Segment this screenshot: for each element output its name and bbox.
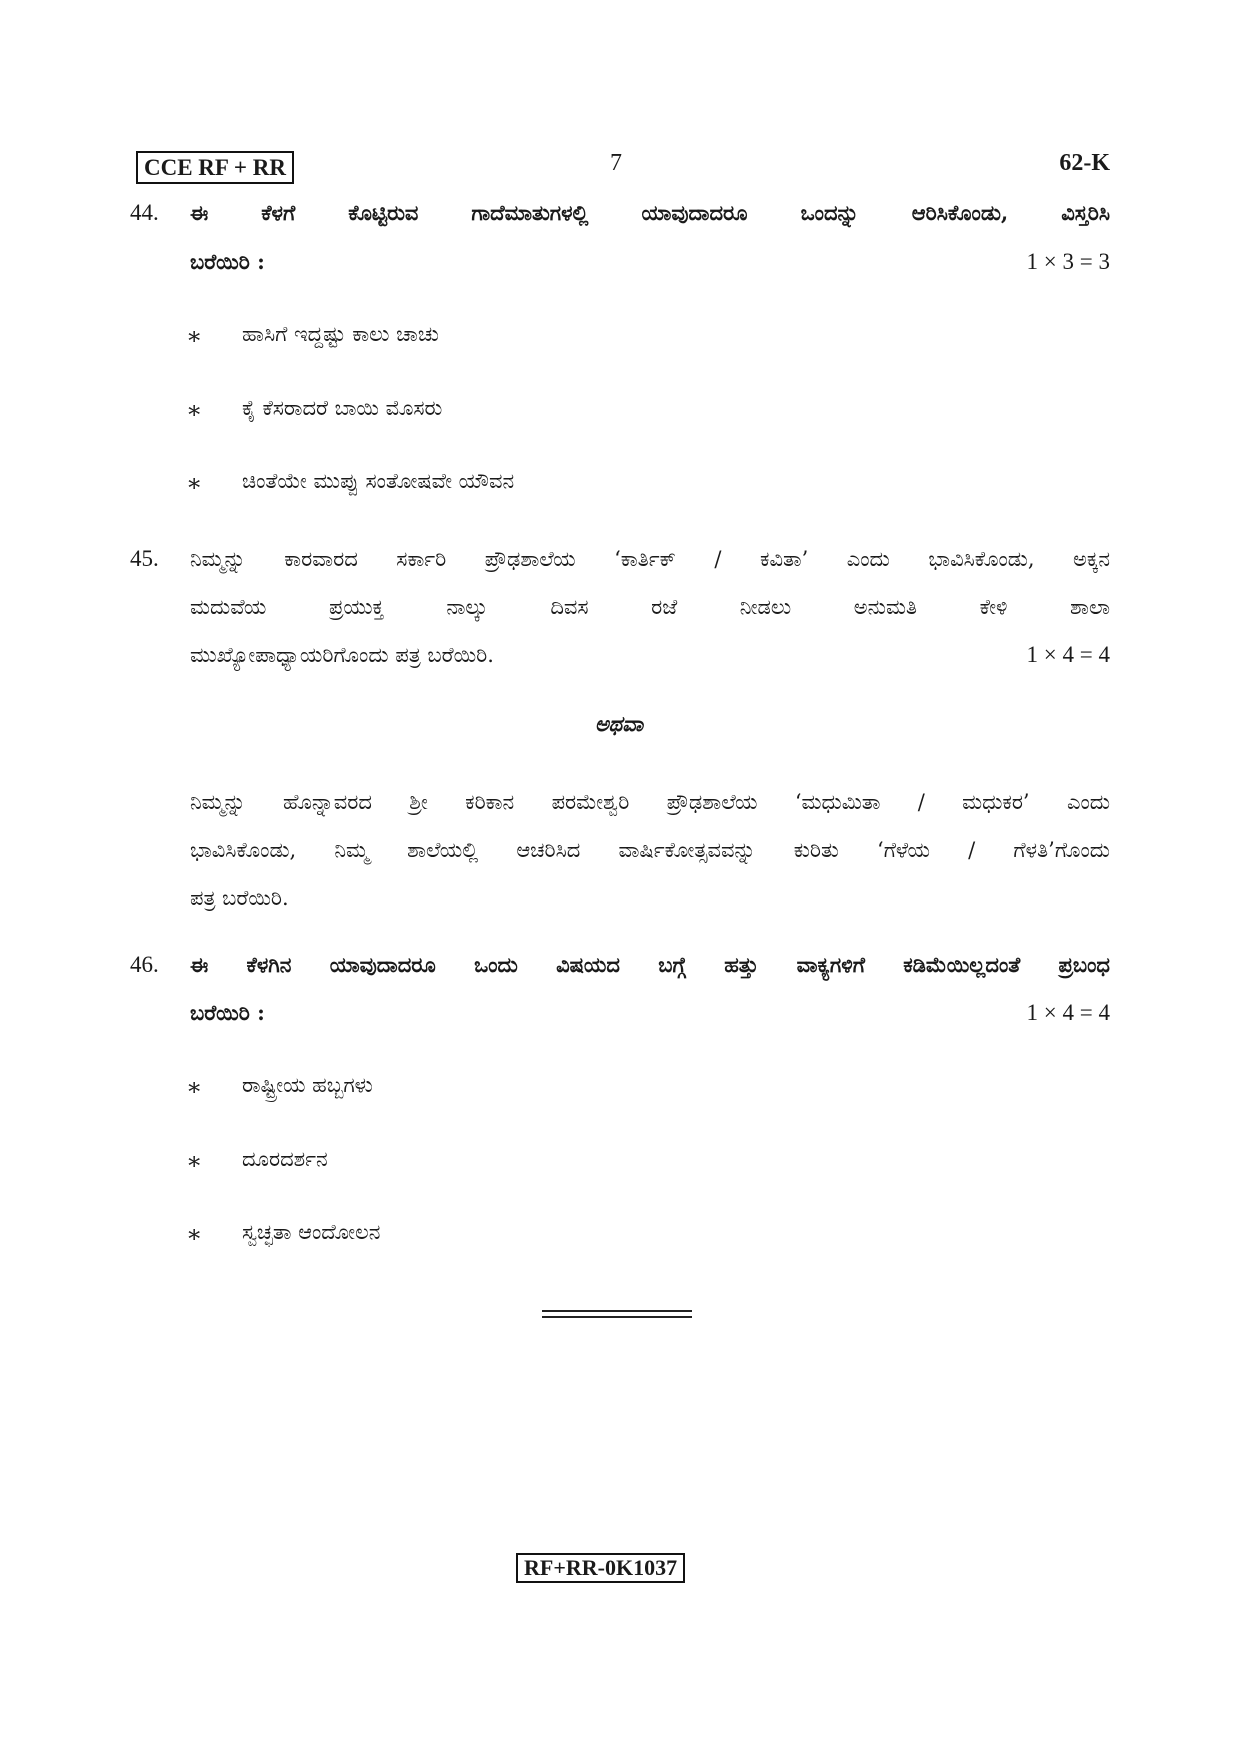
question-45-number: 45. [130, 546, 159, 571]
question-46-text-line2: ಬರೆಯಿರಿ : [190, 1000, 265, 1025]
question-45-alt-line2: ಭಾವಿಸಿಕೊಂಡು, ನಿಮ್ಮ ಶಾಲೆಯಲ್ಲಿ ಆಚರಿಸಿದ ವಾರ್ಷಿಕೋತ್ಸವವನ್ನು ಕುರಿತು ‘ಗೆಳೆಯ / ಗೆಳತಿ’ಗೊಂದು [190, 838, 1110, 862]
page-number: 7 [610, 150, 622, 176]
question-46-item-3: ಸ್ವಚ್ಛತಾ ಆಂದೋಲನ [242, 1220, 381, 1244]
end-rule-bottom [542, 1316, 692, 1318]
question-45-marks: 1 × 4 = 4 [1026, 642, 1110, 667]
question-44-item-2: ಕೈ ಕೆಸರಾದರೆ ಬಾಯಿ ಮೊಸರು [242, 396, 443, 420]
bullet-star-icon: ∗ [186, 1220, 203, 1248]
question-46-item-2: ದೂರದರ್ಶನ [242, 1147, 328, 1171]
bullet-star-icon: ∗ [186, 396, 203, 424]
question-46-number: 46. [130, 952, 159, 977]
question-45-alt-line1: ನಿಮ್ಮನ್ನು ಹೊನ್ನಾವರದ ಶ್ರೀ ಕರಿಕಾನ ಪರಮೇಶ್ವರಿ ಪ್ರೌಢಶಾಲೆಯ ‘ಮಧುಮಿತಾ / ಮಧುಕರ’ ಎಂದು [190, 790, 1110, 814]
question-44-text-line2: ಬರೆಯಿರಿ : [190, 249, 265, 274]
bullet-star-icon: ∗ [186, 1073, 203, 1101]
question-44-number: 44. [130, 200, 159, 225]
question-44-text-line1: ಈ ಕೆಳಗೆ ಕೊಟ್ಟಿರುವ ಗಾದೆಮಾತುಗಳಲ್ಲಿ ಯಾವುದಾದರೂ ಒಂದನ್ನು ಆರಿಸಿಕೊಂಡು, ವಿಸ್ತರಿಸಿ [190, 200, 1110, 225]
question-46-marks: 1 × 4 = 4 [1026, 1000, 1110, 1025]
bullet-star-icon: ∗ [186, 322, 203, 350]
question-44-item-3: ಚಿಂತೆಯೇ ಮುಪ್ಪು ಸಂತೋಷವೇ ಯೌವನ [242, 469, 515, 493]
end-rule-top [542, 1310, 692, 1312]
header-left-code: CCE RF + RR [136, 151, 294, 184]
question-45-text-line2: ಮದುವೆಯ ಪ್ರಯುಕ್ತ ನಾಲ್ಕು ದಿವಸ ರಜೆ ನೀಡಲು ಅನುಮತಿ ಕೇಳಿ ಶಾಲಾ [190, 595, 1110, 619]
bullet-star-icon: ∗ [186, 1147, 203, 1175]
question-44-marks: 1 × 3 = 3 [1026, 249, 1110, 274]
paper-code: 62-K [1059, 150, 1110, 176]
question-44-item-1: ಹಾಸಿಗೆ ಇದ್ದಷ್ಟು ಕಾಲು ಚಾಚು [242, 322, 439, 346]
or-label: ಅಥವಾ [594, 711, 644, 736]
question-45-alt-line3: ಪತ್ರ ಬರೆಯಿರಿ. [190, 886, 289, 910]
question-45-text-line1: ನಿಮ್ಮನ್ನು ಕಾರವಾರದ ಸರ್ಕಾರಿ ಪ್ರೌಢಶಾಲೆಯ ‘ಕಾರ್ತಿಕ್ / ಕವಿತಾ’ ಎಂದು ಭಾವಿಸಿಕೊಂಡು, ಅಕ್ಕನ [190, 547, 1110, 571]
bullet-star-icon: ∗ [186, 469, 203, 497]
question-45-text-line3: ಮುಖ್ಯೋಪಾಧ್ಯಾಯರಿಗೊಂದು ಪತ್ರ ಬರೆಯಿರಿ. [190, 643, 494, 667]
question-46-text-line1: ಈ ಕೆಳಗಿನ ಯಾವುದಾದರೂ ಒಂದು ವಿಷಯದ ಬಗ್ಗೆ ಹತ್ತು ವಾಕ್ಯಗಳಿಗೆ ಕಡಿಮೆಯಿಲ್ಲದಂತೆ ಪ್ರಬಂಧ [190, 952, 1110, 977]
question-46-item-1: ರಾಷ್ಟ್ರೀಯ ಹಬ್ಬಗಳು [242, 1073, 373, 1097]
footer-code: RF+RR-0K1037 [516, 1553, 685, 1583]
